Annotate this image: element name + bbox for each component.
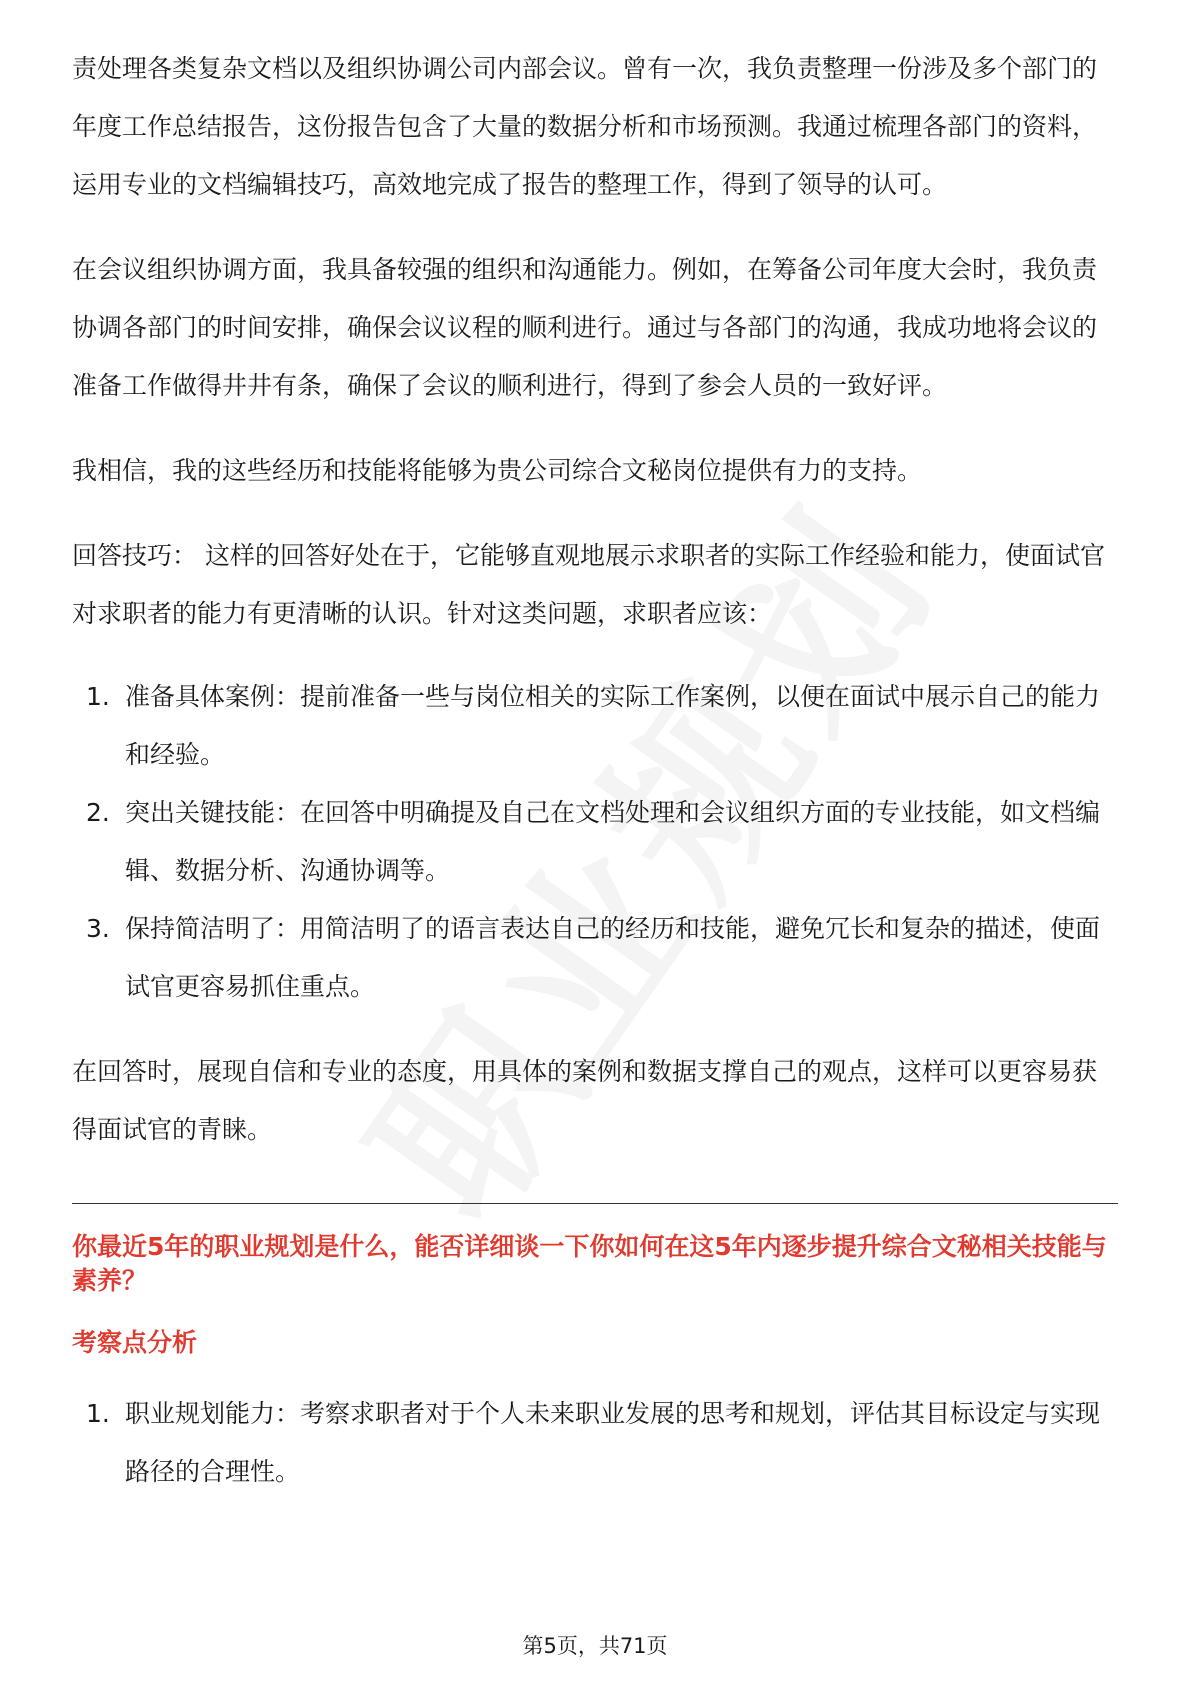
list-text: 保持简洁明了：用简洁明了的语言表达自己的经历和技能，避免冗长和复杂的描述，使面试官更容易抓住重点。 [125, 914, 1101, 1001]
paragraph-meeting: 在会议组织协调方面，我具备较强的组织和沟通能力。例如，在筹备公司年度大会时，我负责协调各部门的时间安排，确保会议议程的顺利进行。通过与各部门的沟通，我成功地将会议的准备工作做得井井有条，确保了会议的顺利进行，得到了参会人员的一致好评。 [72, 255, 1098, 400]
paragraph-closing: 在回答时，展现自信和专业的态度，用具体的案例和数据支撑自己的观点，这样可以更容易获得面试官的青睐。 [72, 1057, 1098, 1144]
document-page [72, 40, 1118, 1501]
list-item [72, 668, 1118, 784]
interview-question: 你最近5年的职业规划是什么，能否详细谈一下你如何在这5年内逐步提升综合文秘相关技能与素养？ [72, 1232, 1107, 1295]
list-item [72, 784, 1118, 900]
list-text: 准备具体案例：提前准备一些与岗位相关的实际工作案例，以便在面试中展示自己的能力和经验。 [125, 682, 1101, 769]
tips-list [72, 668, 1118, 1016]
paragraph-belief: 我相信，我的这些经历和技能将能够为贵公司综合文秘岗位提供有力的支持。 [72, 456, 923, 485]
list-number: 3. [86, 914, 110, 943]
paragraph-experience: 责处理各类复杂文档以及组织协调公司内部会议。曾有一次，我负责整理一份涉及多个部门的年度工作总结报告，这份报告包含了大量的数据分析和市场预测。我通过梳理各部门的资料，运用专业的文档编辑技巧，高效地完成了报告的整理工作，得到了领导的认可。 [72, 54, 1098, 199]
list-text: 职业规划能力：考察求职者对于个人未来职业发展的思考和规划，评估其目标设定与实现路径的合理性。 [125, 1399, 1101, 1486]
list-text: 突出关键技能：在回答中明确提及自己在文档处理和会议组织方面的专业技能，如文档编辑、数据分析、沟通协调等。 [125, 798, 1101, 885]
analysis-list [72, 1385, 1118, 1501]
analysis-heading: 考察点分析 [72, 1328, 198, 1357]
list-number: 1. [86, 682, 110, 711]
list-number: 1. [86, 1399, 110, 1428]
list-number: 2. [86, 798, 110, 827]
list-item [72, 1385, 1118, 1501]
list-item [72, 900, 1118, 1016]
paragraph-answer-tips: 回答技巧： 这样的回答好处在于，它能够直观地展示求职者的实际工作经验和能力，使面试官对求职者的能力有更清晰的认识。针对这类问题，求职者应该： [72, 541, 1105, 628]
page-number-footer: 第5页，共71页 [522, 1634, 668, 1658]
section-divider [72, 1203, 1118, 1204]
